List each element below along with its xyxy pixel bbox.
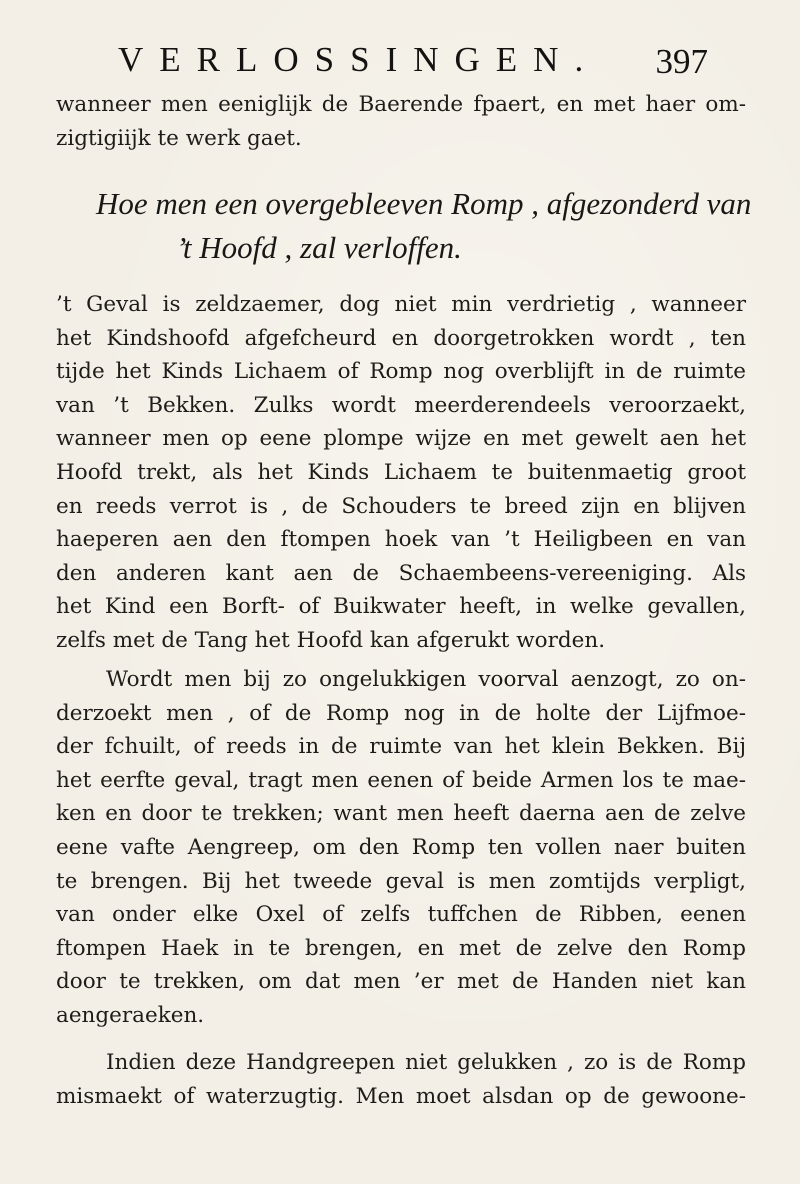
paragraph-3 — [56, 1046, 746, 1113]
text-line: mismaekt of waterzugtig. Men moet alsdan op de gewoone- — [56, 1083, 746, 1109]
text-line: der fchuilt, of reeds in de ruimte van het klein Bekken. Bij — [56, 734, 746, 760]
heading-line: ’t Hoofd , zal verloffen. — [176, 230, 462, 265]
text-line: Hoofd trekt, als het Kinds Lichaem te buitenmaetig groot — [56, 459, 746, 485]
running-title: VERLOSSINGEN. — [118, 40, 600, 79]
text-line: het Kindshoofd afgefcheurd en doorgetrokken wordt , ten — [56, 325, 746, 351]
text-line: ’t Geval is zeldzaemer, dog niet min verdrietig , wanneer — [56, 292, 746, 317]
text-line: en reeds verrot is , de Schouders te breed zijn en blijven — [56, 493, 746, 519]
intro-text — [56, 88, 746, 155]
text-line: Indien deze Handgreepen niet gelukken , zo is de Romp — [106, 1050, 746, 1075]
text-line: van onder elke Oxel of zelfs tuffchen de Ribben, eenen — [56, 902, 746, 928]
heading-line: Hoe men een overgebleeven Romp , afgezonderd van — [96, 186, 752, 221]
text-line: haeperen aen den ftompen hoek van ’t Heiligbeen en van — [56, 527, 746, 553]
text-line: zelfs met de Tang het Hoofd kan afgerukt worden. — [56, 627, 606, 653]
text-line: ken en door te trekken; want men heeft daerna aen de zelve — [56, 801, 746, 827]
text-line: eene vafte Aengreep, om den Romp ten vollen naer buiten — [56, 834, 746, 860]
text-line: het eerfte geval, tragt men eenen of beide Armen los te mae- — [56, 767, 746, 793]
text-line: het Kind een Borft- of Buikwater heeft, in welke gevallen, — [56, 594, 746, 620]
text-line: door te trekken, om dat men ’er met de Handen niet kan — [56, 969, 746, 995]
text-line: van ’t Bekken. Zulks wordt meerderendeels veroorzaekt, — [56, 392, 746, 418]
text-line: Wordt men bij zo ongelukkigen voorval aenzogt, zo on- — [106, 667, 746, 692]
paragraph-2 — [56, 663, 746, 1033]
text-line: wanneer men eeniglijk de Baerende fpaert, en met haer om- — [56, 92, 746, 117]
paragraph-1 — [56, 288, 746, 658]
text-line: tijde het Kinds Lichaem of Romp nog overblijft in de ruimte — [56, 359, 746, 385]
text-line: aengeraeken. — [56, 1002, 205, 1028]
page-number: 397 — [655, 42, 708, 81]
text-line: ftompen Haek in te brengen, en met de zelve den Romp — [56, 935, 746, 961]
section-heading — [96, 182, 752, 270]
page-header — [118, 40, 708, 90]
text-line: den anderen kant aen de Schaembeens-vereeniging. Als — [56, 560, 746, 586]
text-line: derzoekt men , of de Romp nog in de holte der Lijfmoe- — [56, 700, 746, 726]
text-line: wanneer men op eene plompe wijze en met gewelt aen het — [56, 426, 746, 452]
text-line: zigtigiijk te werk gaet. — [56, 125, 302, 151]
text-line: te brengen. Bij het tweede geval is men zomtijds verpligt, — [56, 868, 746, 894]
